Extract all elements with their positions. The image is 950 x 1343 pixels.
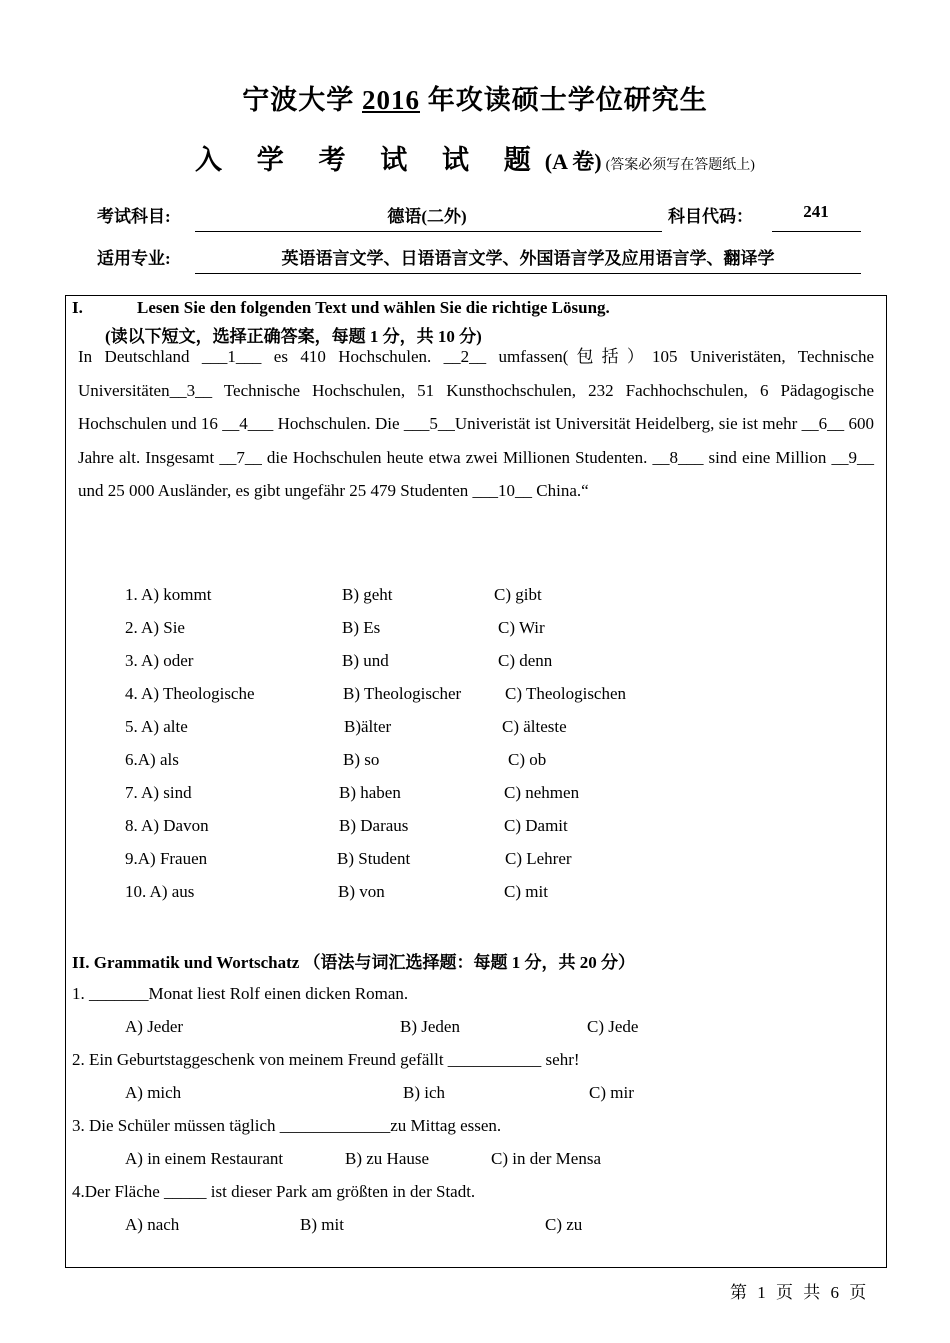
question-5-option-c: C) älteste [502, 717, 567, 736]
grammar-question-2-option-a: A) mich [125, 1083, 182, 1102]
code-underline [772, 231, 861, 232]
question-1: 1. A) kommt [125, 585, 212, 604]
section2-title: II. Grammatik und Wortschatz （语法与词汇选择题：每题 1 分，共 20 分） [72, 953, 636, 972]
question-9-option-b: B) Student [337, 849, 411, 868]
question-4-option-b: B) Theologischer [343, 684, 462, 703]
question-2-option-c: C) Wir [498, 618, 545, 637]
question-3: 3. A) oder [125, 651, 194, 670]
grammar-question-2: 2. Ein Geburtstaggeschenk von meinem Freund gefällt ___________ sehr! [72, 1050, 580, 1069]
grammar-question-3-option-a: A) in einem Restaurant [125, 1149, 284, 1168]
question-7: 7. A) sind [125, 783, 192, 802]
grammar-question-4-option-c: C) zu [545, 1215, 583, 1234]
question-6-option-b: B) so [343, 750, 380, 769]
question-3-option-c: C) denn [498, 651, 553, 670]
code-value: 241 [803, 202, 829, 221]
question-3-option-b: B) und [342, 651, 389, 670]
subject-value: 德语(二外) [387, 207, 467, 226]
question-7-option-b: B) haben [339, 783, 401, 802]
grammar-question-1: 1. _______Monat liest Rolf einen dicken Roman. [72, 984, 409, 1003]
question-4-option-c: C) Theologischen [505, 684, 627, 703]
grammar-question-1-option-b: B) Jeden [400, 1017, 460, 1036]
question-2: 2. A) Sie [125, 618, 185, 637]
question-9-option-c: C) Lehrer [505, 849, 572, 868]
question-5-option-b: B)älter [344, 717, 392, 736]
section1-title: I. Lesen Sie den folgenden Text und wählen Sie die richtige Lösung. [72, 298, 610, 317]
exam-subtitle: 入 学 考 试 试 题(A 卷) (答案必须写在答题纸上) [195, 145, 755, 175]
major-underline [195, 273, 861, 274]
question-2-option-b: B) Es [342, 618, 381, 637]
question-1-option-b: B) geht [342, 585, 393, 604]
code-label: 科目代码： [668, 207, 753, 226]
question-8: 8. A) Davon [125, 816, 209, 835]
grammar-question-3-option-c: C) in der Mensa [491, 1149, 602, 1168]
question-5: 5. A) alte [125, 717, 188, 736]
exam-title: 宁波大学 2016 年攻读硕士学位研究生 [242, 85, 708, 115]
paper-type: (A 卷) [544, 149, 602, 174]
grammar-question-1-option-a: A) Jeder [125, 1017, 184, 1036]
question-1-option-c: C) gibt [494, 585, 542, 604]
question-10: 10. A) aus [125, 882, 195, 901]
grammar-question-2-option-b: B) ich [403, 1083, 446, 1102]
page-number: 第 1 页 共 6 页 [730, 1283, 870, 1302]
question-6-option-c: C) ob [508, 750, 547, 769]
answer-note: (答案必须写在答题纸上) [605, 158, 755, 173]
subject-label: 考试科目: [97, 207, 171, 226]
question-10-option-b: B) von [338, 882, 385, 901]
question-8-option-c: C) Damit [504, 816, 568, 835]
major-value: 英语语言文学、日语语言文学、外国语言学及应用语言学、翻译学 [281, 249, 775, 268]
question-8-option-b: B) Daraus [339, 816, 409, 835]
section1-subtitle: (读以下短文，选择正确答案，每题 1 分，共 10 分) [105, 327, 482, 346]
grammar-question-3-option-b: B) zu Hause [345, 1149, 430, 1168]
exam-year: 2016 [362, 85, 420, 115]
grammar-question-3: 3. Die Schüler müssen täglich _____________zu Mittag essen. [72, 1116, 502, 1135]
question-10-option-c: C) mit [504, 882, 548, 901]
subject-underline [195, 231, 662, 232]
major-label: 适用专业: [97, 249, 171, 268]
grammar-question-2-option-c: C) mir [589, 1083, 634, 1102]
grammar-question-4-option-b: B) mit [300, 1215, 344, 1234]
question-9: 9.A) Frauen [125, 849, 208, 868]
grammar-question-4: 4.Der Fläche _____ ist dieser Park am größten in der Stadt. [72, 1182, 476, 1201]
question-7-option-c: C) nehmen [504, 783, 580, 802]
reading-passage: In Deutschland ___1___ es 410 Hochschulen. __2__ umfassen(包括）105 Univeristäten, Technische Universitäten__3__ Technische Hochschulen, 51 Kunsthochschulen, 232 Fachhochschulen, 6 Pädagogische Hochschulen und 16 __4___ Hochschulen. Die ___5__Univeristät ist Universität Heidelberg, sie ist mehr __6__ 600 Jahre alt. Insgesamt __7__ die Hochschulen heute etwa zwei Millionen Studenten. __8___ sind eine Million __9__ und 25 000 Ausländer, es gibt ungefähr 25 479 Studenten ___10__ China.“ [78, 347, 874, 500]
grammar-question-1-option-c: C) Jede [587, 1017, 639, 1036]
question-6: 6.A) als [125, 750, 179, 769]
grammar-question-4-option-a: A) nach [125, 1215, 180, 1234]
question-4: 4. A) Theologische [125, 684, 255, 703]
